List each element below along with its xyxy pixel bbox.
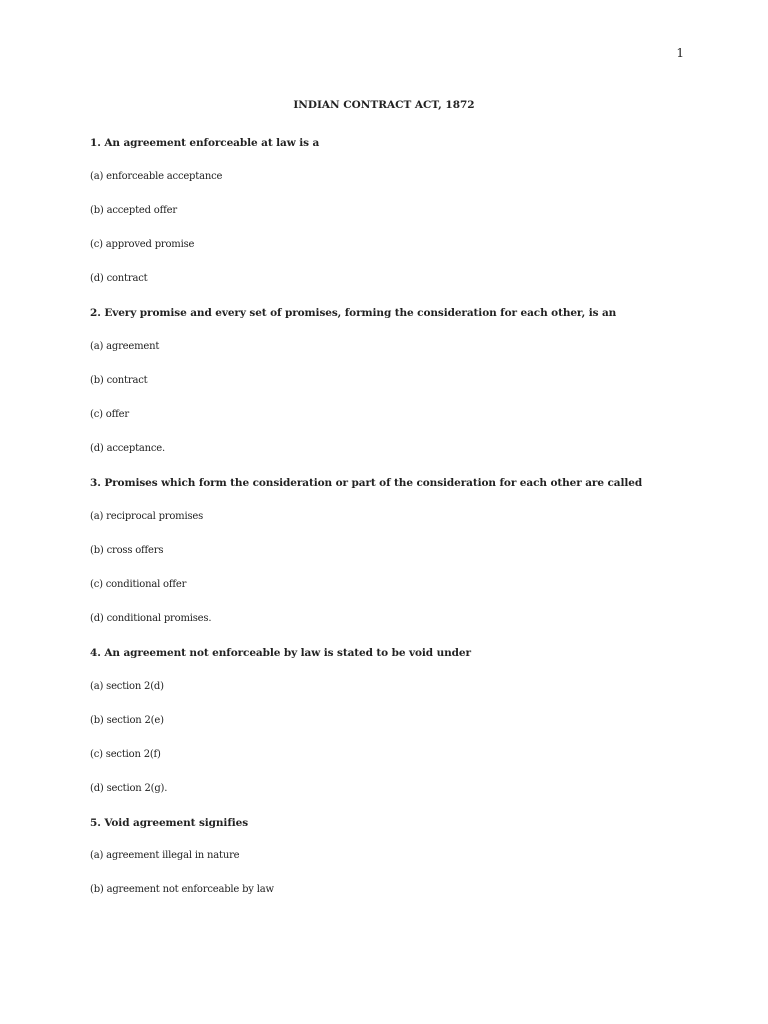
q3-option-d: (d) conditional promises.: [90, 613, 212, 624]
question-1: 1. An agreement enforceable at law is a: [90, 137, 320, 149]
question-2: 2. Every promise and every set of promises, forming the consideration for each other, is an: [90, 307, 617, 319]
q5-option-a: (a) agreement illegal in nature: [90, 850, 240, 861]
q2-option-b: (b) contract: [90, 375, 148, 386]
q3-option-a: (a) reciprocal promises: [90, 511, 204, 522]
q2-option-c: (c) offer: [90, 409, 129, 420]
q2-option-a: (a) agreement: [90, 341, 160, 352]
page-number: 1: [676, 46, 684, 60]
q5-option-b: (b) agreement not enforceable by law: [90, 884, 274, 895]
question-3: 3. Promises which form the consideration or part of the consideration for each other are called: [90, 477, 643, 489]
q1-option-d: (d) contract: [90, 273, 148, 284]
q4-option-d: (d) section 2(g).: [90, 783, 168, 794]
q4-option-a: (a) section 2(d): [90, 681, 164, 692]
q2-option-d: (d) acceptance.: [90, 443, 165, 454]
document-title: INDIAN CONTRACT ACT, 1872: [293, 99, 475, 111]
question-4: 4. An agreement not enforceable by law is stated to be void under: [90, 647, 471, 659]
q3-option-c: (c) conditional offer: [90, 579, 187, 590]
q1-option-c: (c) approved promise: [90, 239, 195, 250]
q1-option-b: (b) accepted offer: [90, 205, 177, 216]
question-5: 5. Void agreement signifies: [90, 817, 249, 829]
q1-option-a: (a) enforceable acceptance: [90, 171, 223, 182]
q4-option-b: (b) section 2(e): [90, 715, 164, 726]
q3-option-b: (b) cross offers: [90, 545, 164, 556]
q4-option-c: (c) section 2(f): [90, 749, 161, 760]
